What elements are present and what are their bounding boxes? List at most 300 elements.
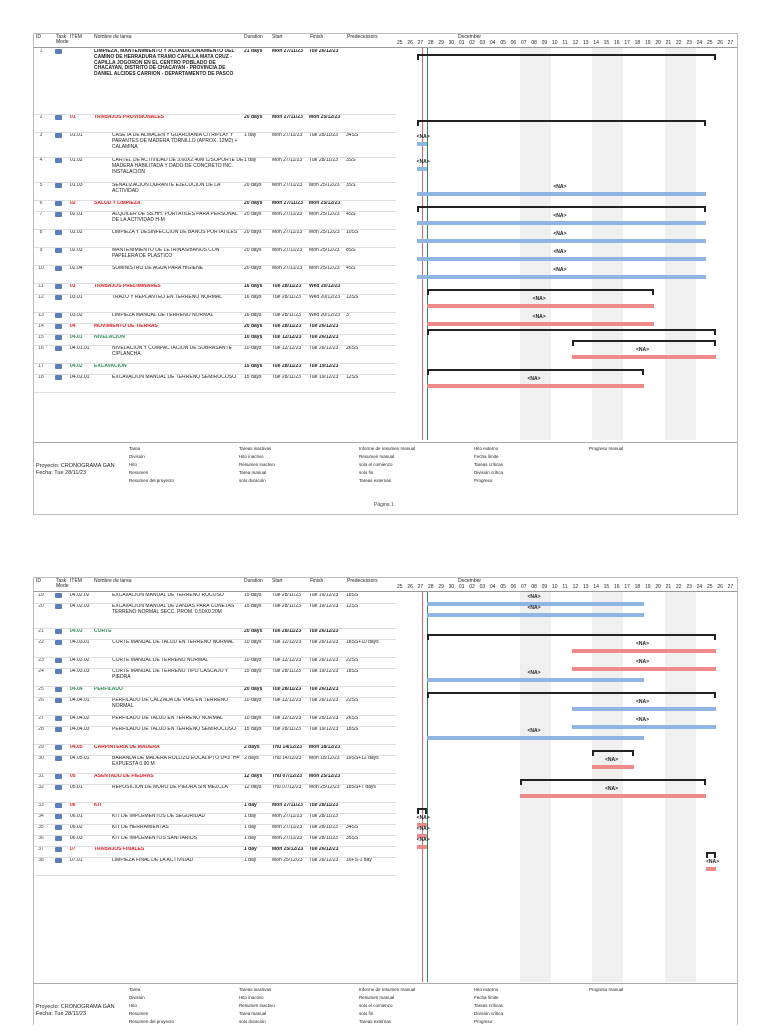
legend-label: Resumen inactivo [239,462,275,467]
task-bar[interactable] [427,304,654,308]
task-mode-icon [55,133,65,141]
task-name: KIT [94,803,103,808]
task-mode-icon [55,375,65,383]
timeline-day: 09 [541,584,548,590]
task-name: TRABAJOS PRELIMINARES [94,284,161,289]
timeline-day: 27 [727,584,734,590]
timeline-day: 20 [655,40,661,46]
task-name: BARANDA DE MADERA ROLLIZO EUCALIPTO D=3" H= EXPUESTA 0.90 M [112,756,240,767]
task-name: KIT DE HERRAMIENTAS [112,825,169,830]
timeline-day: 27 [727,40,734,46]
task-duration: 20 days [244,212,262,217]
task-duration: 15 days [244,604,262,609]
timeline-month: December [458,34,482,40]
task-row[interactable] [34,114,396,133]
task-mode-icon [55,836,65,844]
legend-label: Tarea manual [239,1011,267,1016]
task-row[interactable] [34,265,396,284]
task-duration: 20 days [244,324,263,329]
legend-label: Informe de resumen manual [359,446,416,451]
task-name: CORTE MANUAL DE TERRENO TIPO CASCAJO Y PIEDRA [112,669,229,680]
timeline-day: 15 [603,40,610,46]
task-finish: Tue 28/11/23 [309,158,338,163]
task-id: 7 [39,212,43,217]
task-finish: Wed 20/12/23 [309,284,341,289]
task-bar[interactable] [706,867,716,871]
task-duration: 21 days [244,49,263,54]
summary-bar[interactable] [520,779,706,781]
legend-label: Hito [129,1003,138,1008]
col-finish: Finish [310,34,324,40]
timeline-day: 04 [490,40,496,46]
task-item: 04.01.01 [70,346,90,351]
task-item: 02.01 [70,212,83,217]
task-row[interactable] [34,247,396,266]
today-line [427,592,428,982]
task-predecessors: 34SS [346,133,359,138]
summary-bar[interactable] [592,750,633,752]
summary-bar[interactable] [417,120,706,122]
task-name: PERFILADO DE TALUD EN TERRENO NORMAL [112,716,223,721]
task-mode-icon [55,158,65,166]
task-row[interactable] [34,211,396,230]
task-start: Mon 27/11/23 [272,836,303,841]
timeline-day: 26 [407,584,413,590]
timeline-day: 21 [665,584,672,590]
task-name: ASENTADO DE PIEDRAS [94,774,154,779]
timeline-day: 14 [593,584,599,590]
task-name: NIVELACION Y COMPACTACION DE SUBRASANTE C/PLANCHA [112,346,232,357]
page-number: Página 1 [374,502,394,508]
task-predecessors: 18SS [346,669,359,674]
task-id: 17 [38,364,44,369]
task-bar[interactable] [417,845,427,849]
task-finish: Tue 28/11/23 [309,814,338,819]
legend-label: Progreso [474,478,493,483]
task-bar[interactable] [427,384,644,388]
task-bar[interactable] [427,736,644,740]
task-name: LIMPIEZA MANUAL DE TERRENO NORMAL [112,313,214,318]
task-start: Tue 12/12/23 [272,335,302,340]
task-item: 04.04 [70,687,83,692]
summary-bar[interactable] [706,852,716,854]
legend-label: Hito externo [474,446,499,451]
task-predecessors: 26SS [346,346,359,351]
timeline-day: 29 [438,584,444,590]
task-name: SUMINISTRO DE AGUA PARA HIGIENE [112,266,204,271]
task-id: 24 [38,669,44,674]
task-predecessors: 18SS+7 days [346,785,376,790]
timeline-day: 19 [645,40,651,46]
task-start: Mon 27/11/23 [272,230,303,235]
timeline-day: 30 [448,40,455,46]
task-item: 06.02 [70,825,83,830]
task-item: 04.03.03 [70,669,90,674]
task-mode-icon [55,201,65,209]
project-date: Fecha: Tue 28/11/23 [36,470,87,476]
task-bar[interactable] [417,167,427,171]
task-duration: 20 days [244,201,263,206]
na-label: <NA> [416,836,430,843]
timeline-day: 07 [521,584,527,590]
task-row[interactable] [34,697,396,716]
task-mode-icon [55,183,65,191]
summary-bar[interactable] [572,340,717,342]
task-predecessors: 4SS [346,212,356,217]
task-bar[interactable] [417,275,706,279]
task-row[interactable] [34,374,396,393]
timeline-day: 20 [655,584,661,590]
task-id: 20 [38,604,44,609]
legend-label: Tareas inactivas [239,987,272,992]
col-start: Start [272,34,283,40]
task-duration: 1 day [244,825,257,830]
task-finish: Tue 28/11/23 [309,133,338,138]
task-row[interactable] [34,157,396,183]
task-row[interactable] [34,182,396,201]
task-start: Tue 28/11/23 [272,364,302,369]
task-finish: Tue 26/12/23 [309,640,339,645]
task-bar[interactable] [520,794,706,798]
task-mode-icon [55,248,65,256]
project-date: Fecha: Tue 28/11/23 [36,1011,87,1017]
task-name: CARTEL DE ACTIVIDAD DE 3.60X2.40M C/SOPORTE DE MADERA HABILITADA Y DADO DE CONCRETO INC. INSTALACION [112,158,244,175]
task-row[interactable] [34,229,396,248]
summary-bar[interactable] [417,206,706,208]
task-duration: 15 days [244,375,262,380]
summary-bar[interactable] [427,692,716,694]
task-bar[interactable] [417,257,706,261]
task-id: 12 [38,295,44,300]
task-start: Tue 12/12/23 [272,698,302,703]
gantt-page-2 [33,577,738,1025]
task-finish: Tue 26/12/23 [309,847,339,852]
legend-label: solo fin [359,1011,374,1016]
task-bar[interactable] [427,613,644,617]
na-label: <NA> [527,728,541,734]
task-finish: Wed 20/12/23 [309,313,341,318]
gantt-chart-2 [396,592,737,982]
task-start: Thu 14/12/23 [272,756,302,761]
col-name: Nombre de tarea [94,578,132,584]
task-predecessors: 12SS [346,375,359,380]
legend-label: Tareas inactivas [239,446,272,451]
col-mode: Task Mode [56,578,69,589]
timeline-day: 30 [448,584,455,590]
timeline-day: 26 [717,584,723,590]
task-predecessors: 3 [346,313,349,318]
task-duration: 1 day [244,158,257,163]
legend-label: Tarea [129,446,141,451]
task-duration: 15 days [244,364,263,369]
deadline-line [422,48,423,440]
timeline-day: 22 [676,584,682,590]
summary-bar[interactable] [427,369,644,371]
legend-2 [34,983,737,1036]
task-item: 04.03 [70,629,83,634]
task-start: Tue 12/12/23 [272,658,302,663]
task-mode-icon [55,785,65,793]
timeline-day: 01 [459,40,465,46]
task-id: 13 [38,313,44,318]
task-id: 30 [38,756,44,761]
na-label: <NA> [416,825,430,832]
timeline-month: December [458,578,482,584]
task-id: 1 [39,49,43,54]
summary-bar[interactable] [417,54,717,56]
task-finish: Tue 26/12/23 [309,698,339,703]
timeline-day: 18 [634,40,641,46]
na-label: <NA> [416,814,430,821]
task-duration: 15 days [244,593,262,598]
legend-label: Hito inactivo [239,454,264,459]
col-duration: Duration [244,34,263,40]
timeline-day: 06 [510,584,517,590]
task-name: EXCAVACION [94,364,127,369]
task-id: 26 [38,698,44,703]
task-bar[interactable] [572,649,717,653]
task-start: Tue 28/11/23 [272,629,302,634]
task-name: PERFILADO DE TALUD EN TERRENO SEMIROCOSO [112,727,236,732]
task-row[interactable] [34,639,396,658]
na-label: <NA> [706,859,720,865]
column-header [34,578,737,592]
task-id: 10 [38,266,44,271]
task-row[interactable] [34,726,396,745]
task-finish: Mon 25/12/23 [309,212,340,217]
task-item: 07 [70,847,76,852]
task-item: 05.01 [70,785,83,790]
task-predecessors: 35SS [346,836,359,841]
task-row[interactable] [34,48,396,115]
task-mode-icon [55,640,65,648]
timeline-day: 11 [562,584,568,590]
task-id: 37 [38,847,44,852]
legend-label: solo el comienzo [359,1003,393,1008]
task-row[interactable] [34,784,396,803]
task-id: 6 [39,201,43,206]
timeline-day: 24 [696,584,703,590]
task-predecessors: 19SS+12 days [346,756,379,761]
timeline-day: 01 [459,584,465,590]
task-id: 35 [38,825,44,830]
task-finish: Tue 19/12/23 [309,593,339,598]
task-item: 03.02 [70,313,83,318]
na-label: <NA> [636,658,650,665]
task-finish: Tue 26/12/23 [309,858,339,863]
project-name: Proyecto: CRONOGRAMA GAN [36,463,115,469]
task-finish: Mon 25/12/23 [309,248,340,253]
task-duration: 20 days [244,115,263,120]
task-bar[interactable] [427,322,654,326]
timeline-day: 08 [531,584,537,590]
timeline-day: 25 [397,40,403,46]
task-id: 18 [38,375,44,380]
task-id: 38 [38,858,44,863]
timeline-day: 05 [500,40,506,46]
task-predecessors: 26SS [346,716,359,721]
task-finish: Tue 26/12/23 [309,49,339,54]
col-mode: Task Mode [56,34,69,45]
task-name: CASETA DE ALMACEN Y GUARDIANIA C/TRIPLAY Y PARANTES DE MADERA TORNILLO (APROX. 12M2) + CALAMINA [112,133,238,150]
task-id: 14 [38,324,44,329]
task-item: 02 [70,201,76,206]
task-id: 8 [39,230,43,235]
legend-label: Fecha límite [474,995,499,1000]
task-name: TRABAJOS PROVISIONALES [94,115,165,120]
legend-label: Tareas críticas [474,462,504,467]
task-duration: 20 days [244,248,262,253]
task-item: 04.04.02 [70,716,90,721]
task-bar[interactable] [427,678,644,682]
task-row[interactable] [34,857,396,876]
task-id: 34 [38,814,44,819]
task-bar[interactable] [417,239,706,243]
timeline-day: 22 [676,40,682,46]
task-start: Tue 28/11/23 [272,375,301,380]
task-start: Mon 25/12/23 [272,847,304,852]
task-start: Tue 12/12/23 [272,716,302,721]
task-name: MOVIMIENTO DE TIERRAS [94,324,158,329]
task-start: Thu 14/12/23 [272,745,303,750]
task-finish: Tue 26/12/23 [309,658,339,663]
na-label: <NA> [553,213,567,219]
timeline-day: 16 [614,40,620,46]
task-predecessors: 3SS [346,158,356,163]
task-finish: Tue 26/12/23 [309,716,339,721]
task-mode-icon [55,346,65,354]
task-id: 4 [39,158,43,163]
task-mode-icon [55,364,65,372]
task-name: SEÑALIZACION DURANTE EJECUCION DE LA ACTIVIDAD [112,183,221,194]
task-duration: 15 days [244,727,262,732]
task-predecessors: 4SS [346,266,356,271]
task-bar[interactable] [572,667,717,671]
col-duration: Duration [244,578,263,584]
timeline-day: 14 [593,40,599,46]
na-label: <NA> [527,376,541,382]
na-label: <NA> [416,134,430,140]
task-finish: Mon 25/12/23 [309,230,340,235]
task-duration: 16 days [244,313,262,318]
task-bar[interactable] [417,221,706,225]
task-start: Mon 27/11/23 [272,49,303,54]
timeline-day: 11 [562,40,568,46]
summary-bar[interactable] [427,289,654,291]
legend-label: solo fin [359,470,374,475]
task-item: 02.03 [70,248,83,253]
task-name: REPOSICION DE MURO DE PIEDRA SIN MEZCLA [112,785,228,790]
task-item: 04.02.03 [70,604,90,609]
task-start: Tue 28/11/23 [272,284,302,289]
task-name: LIMPIEZA, MANTENIMIENTO Y ACONDICIONAMIENTO DEL CAMINO DE HERRADURA TRAMO CAPILLA MATA CRUZ - CAPILLA JOGORON EN EL CENTRO POBLADO DE CHACAYAN, DISTRITO DE CHACAYAN - PROVINCIA DE DANIEL ALCIDES CARRION - DEPARTAMENTO DE PASCO [94,49,235,78]
legend-label: Progreso [474,1019,493,1024]
na-label: <NA> [553,267,567,273]
task-id: 2 [39,115,43,120]
timeline-day: 17 [624,40,630,46]
summary-bar[interactable] [427,329,716,331]
task-duration: 10 days [244,698,262,703]
legend-label: Informe de resumen manual [359,987,416,992]
task-duration: 1 day [244,858,257,863]
timeline-day: 03 [479,584,486,590]
timeline-day: 09 [541,40,548,46]
legend-label: Tareas externas [359,1019,392,1024]
timeline-day: 25 [397,584,403,590]
task-bar[interactable] [572,355,717,359]
task-bar[interactable] [417,142,427,146]
na-label: <NA> [636,699,650,705]
task-bar[interactable] [572,725,717,729]
task-row[interactable] [34,668,396,687]
today-line [427,48,428,440]
timeline-day: 08 [531,40,537,46]
task-id: 25 [38,687,44,692]
task-id: 21 [38,629,44,634]
task-predecessors: 13SS [346,295,359,300]
task-start: Thu 07/12/23 [272,785,302,790]
task-bar[interactable] [572,707,717,711]
summary-bar[interactable] [417,808,427,810]
task-item: 04.04.03 [70,727,90,732]
col-item: ITEM [70,578,82,584]
task-finish: Tue 19/12/23 [309,604,339,609]
timeline-day: 28 [428,584,434,590]
task-item: 07.01 [70,858,83,863]
task-row[interactable] [34,345,396,364]
task-item: 04.05 [70,745,83,750]
task-start: Tue 28/11/23 [272,687,302,692]
task-mode-icon [55,266,65,274]
timeline-day: 25 [707,40,713,46]
timeline-day: 23 [686,40,692,46]
timeline-day: 25 [707,584,713,590]
summary-bar[interactable] [427,634,716,636]
task-start: Tue 28/11/23 [272,669,301,674]
task-finish: Tue 26/12/23 [309,335,339,340]
task-finish: Mon 18/12/23 [309,756,340,761]
task-row[interactable] [34,755,396,774]
task-mode-icon [55,814,65,822]
task-bar[interactable] [417,192,706,196]
task-row[interactable] [34,294,396,313]
legend-label: Hito inactivo [239,995,264,1000]
task-start: Mon 27/11/23 [272,158,303,163]
task-item: 01.01 [70,133,83,138]
na-label: <NA> [416,159,430,165]
task-finish: Tue 19/12/23 [309,375,339,380]
timeline-day: 27 [417,40,424,46]
task-row[interactable] [34,603,396,629]
col-item: ITEM [70,34,82,40]
legend-label: Resumen del proyecto [129,1019,175,1024]
task-predecessors: 10SS [346,230,359,235]
legend-label: División crítica [474,1011,504,1016]
task-predecessors: 18SS [346,727,359,732]
task-row[interactable] [34,132,396,158]
legend-label: Tareas críticas [474,1003,504,1008]
timeline-day: 10 [552,40,558,46]
task-predecessors: 18SS [346,593,359,598]
task-finish: Tue 26/12/23 [309,687,339,692]
task-id: 29 [38,745,44,750]
weekend-shade [675,48,696,440]
task-mode-icon [55,669,65,677]
task-bar[interactable] [592,765,633,769]
task-duration: 20 days [244,687,263,692]
task-start: Tue 12/12/23 [272,640,302,645]
task-mode-icon [55,295,65,303]
